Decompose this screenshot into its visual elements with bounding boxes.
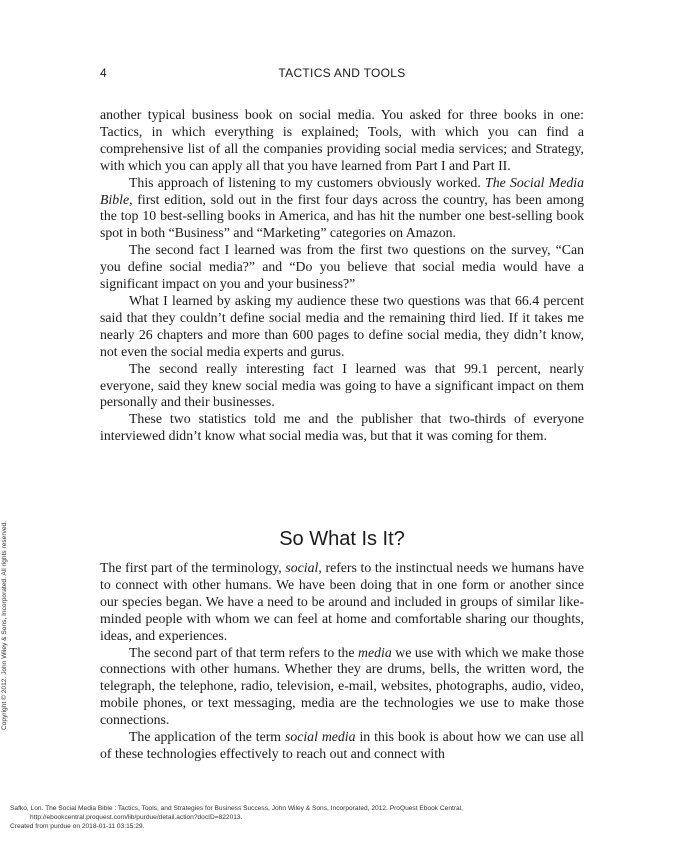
citation-line: Safko, Lon. The Social Media Bible : Tactics, Tools, and Strategies for Business Success, John Wiley & Sons, Incorporated, 2012. ProQuest Ebook Central, — [10, 805, 464, 812]
paragraph-text: The first part of the terminology, — [100, 560, 286, 575]
emphasis: social media — [284, 729, 356, 745]
body-text-top — [100, 107, 584, 445]
citation-footer — [10, 804, 680, 831]
emphasis: media — [358, 644, 392, 660]
paragraph: What I learned by asking my audience these two questions was that 66.4 percent said that they couldn’t define social media and the remaining third lied. If it takes me nearly 26 chapters and more than 600 pages to define social media, they didn’t know, not even the social media experts and gurus. — [100, 292, 584, 359]
book-title-italic: The Social Media Bible — [100, 174, 585, 207]
paragraph — [100, 175, 584, 243]
paragraph-text: , first edition, sold out in the first four days across the country, has been among the top 10 best-selling books in America, and has hit the number one best-selling book spot in both “Business” and “Marketing” categories on Amazon. — [100, 191, 584, 241]
paragraph-text: This approach of listening to my customers obviously worked. — [129, 174, 486, 190]
paragraph-text: , refers to the instinctual needs we humans have to connect with other humans. We have been doing that in one form or another since our species began. We have a need to be around and included in groups of similar like-minded people with whom we can feel at home and comfortable sharing our thoughts, ideas, and experiences. — [100, 560, 584, 643]
emphasis: social — [285, 560, 319, 575]
paragraph — [100, 560, 584, 645]
paragraph-text: in this book is about how we can use all of these technologies effectively to reach out and connect with — [100, 729, 584, 761]
citation-url: http://ebookcentral.proquest.com/lib/purdue/detail.action?docID=822013. — [30, 814, 243, 821]
running-header — [100, 66, 584, 84]
paragraph: The second fact I learned was from the first two questions on the survey, “Can you define social media?” and “Do you believe that social media would have a significant impact on you and your business?” — [100, 242, 584, 292]
paragraph: These two statistics told me and the publisher that two-thirds of everyone interviewed didn’t know what social media was, but that it was coming for them. — [100, 411, 584, 444]
paragraph: another typical business book on social media. You asked for three books in one: Tactics, in which everything is explained; Tools, with which you can find a comprehensive list of all the companies providing social media services; and Strategy, with which you can apply all that you have learned from Part I and Part II. — [100, 107, 584, 173]
body-text-bottom — [100, 560, 584, 763]
paragraph — [100, 729, 584, 763]
paragraph-text: we use with which we make those connections with other humans. Whether they are drums, bells, the written word, the telegraph, the telephone, radio, television, e-mail, websites, photographs, audio, video, mobile phones, or text messaging, media are the technologies we use to make those connections. — [100, 644, 584, 728]
paragraph: The second really interesting fact I learned was that 99.1 percent, nearly everyone, said they knew social media was going to have a significant impact on them personally and their businesses. — [100, 360, 584, 410]
paragraph — [100, 645, 584, 730]
section-heading: So What Is It? — [279, 528, 405, 550]
paragraph-text: The application of the term — [129, 729, 285, 745]
page-number: 4 — [100, 66, 107, 80]
copyright-sidenote: Copyright © 2012. John Wiley & Sons, Incorporated. All rights reserved. — [1, 520, 8, 730]
citation-created: Created from purdue on 2018-01-11 03:15:29. — [10, 823, 145, 830]
paragraph-text: The second part of that term refers to the — [129, 644, 359, 660]
running-head-title: TACTICS AND TOOLS — [278, 66, 406, 80]
